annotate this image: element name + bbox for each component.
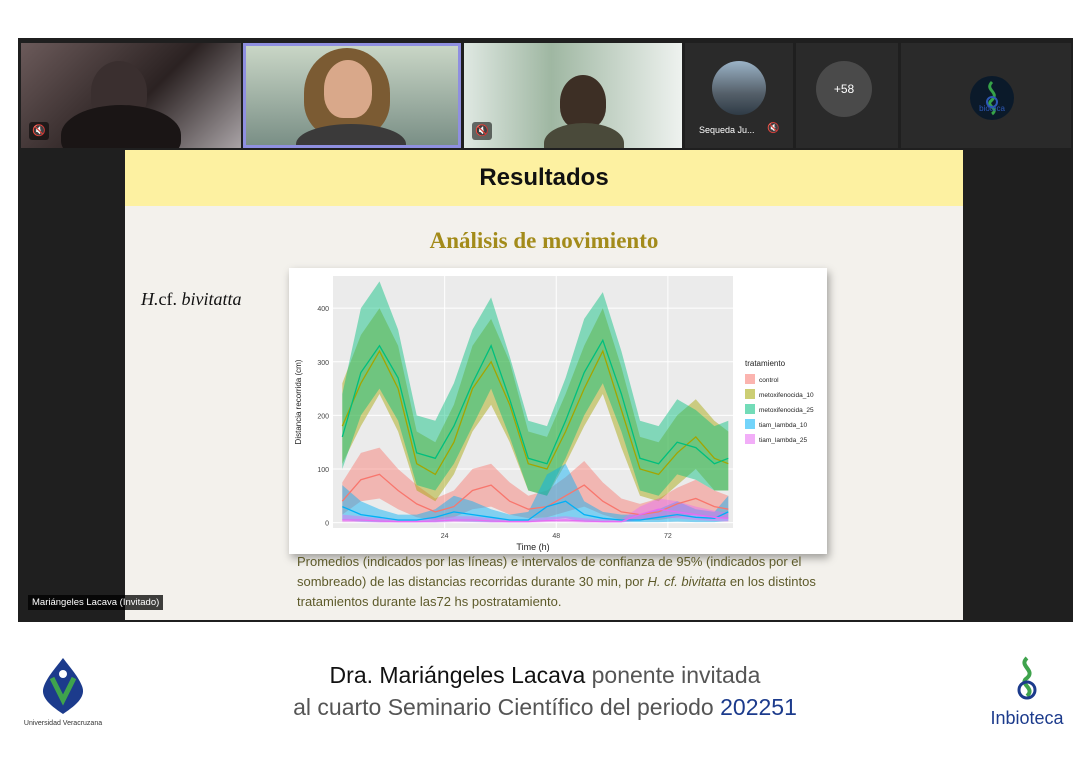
figure-caption [297, 552, 857, 612]
species-name: bivitatta [181, 289, 242, 309]
x-axis-label: Time (h) [516, 542, 550, 552]
inbioteca-logo [982, 656, 1072, 734]
species-label [141, 289, 241, 310]
mic-muted-icon: 🔇 [767, 123, 780, 134]
inbioteca-logo-icon [970, 76, 1014, 120]
footer-credit-line1 [0, 662, 1090, 689]
speaker-name: Mariángeles Lacava [379, 662, 586, 688]
participant-logo-tile[interactable] [901, 43, 1071, 148]
y-tick-label: 100 [317, 467, 329, 475]
video-meeting-window [18, 38, 1073, 622]
seminar-text: al cuarto Seminario Científico del periodo [293, 694, 721, 720]
species-genus: H. [141, 289, 159, 309]
x-tick-label: 48 [552, 533, 561, 540]
legend-label: tiam_lambda_10 [759, 422, 808, 429]
legend-label: tiam_lambda_25 [759, 437, 808, 444]
participant-video-tile[interactable] [464, 43, 682, 148]
movement-chart [289, 268, 827, 554]
y-tick-label: 300 [317, 359, 329, 367]
legend-swatch [745, 419, 755, 429]
caption-text-end: en los distintos tratamientos durante las72 hs postratamiento. [297, 574, 816, 609]
participant-body [296, 124, 406, 148]
inbioteca-logo-text: Inbioteca [990, 708, 1064, 728]
speaker-role: ponente invitada [585, 662, 761, 688]
inbioteca-emblem-icon [982, 656, 1072, 706]
y-axis-label: Distancia recorrida (cm) [294, 359, 303, 445]
participant-name: Sequeda Ju... [699, 125, 755, 135]
caption-species: H. cf. bivitatta [647, 574, 727, 589]
mic-muted-icon: 🔇 [472, 122, 492, 140]
participant-face [324, 60, 372, 118]
legend-swatch [745, 434, 755, 444]
footer-credit-line2 [0, 694, 1090, 721]
species-cf: cf. [158, 289, 182, 309]
more-participants-tile[interactable] [796, 43, 898, 148]
participant-body [544, 123, 624, 148]
legend-swatch [745, 404, 755, 414]
speaker-title: Dra. [329, 662, 380, 688]
participant-silhouette [560, 75, 606, 129]
presenter-name-label: Mariángeles Lacava (Invitado) [28, 595, 163, 610]
y-tick-label: 400 [317, 306, 329, 314]
logo-tile-label: bioteca [979, 104, 1005, 113]
participant-body [61, 105, 181, 148]
slide-title: Resultados [479, 164, 609, 191]
chart-panel [289, 268, 827, 554]
uv-logo-text: Universidad Veracruzana [23, 720, 103, 727]
participant-video-tile[interactable] [21, 43, 241, 148]
y-tick-label: 0 [325, 520, 329, 528]
y-tick-label: 200 [317, 413, 329, 421]
inbioteca-emblem-icon [970, 76, 1014, 120]
shared-slide [125, 150, 963, 620]
x-tick-label: 72 [663, 533, 672, 540]
legend-label: metoxifenocida_25 [759, 407, 814, 414]
participant-avatar-tile[interactable] [685, 43, 793, 148]
legend-label: metoxifenocida_10 [759, 392, 814, 399]
legend-label: control [759, 377, 779, 384]
slide-subtitle: Análisis de movimiento [429, 228, 659, 253]
avatar [712, 61, 766, 115]
x-tick-label: 24 [440, 533, 449, 540]
caption-text: Promedios (indicados por las líneas) e intervalos de confianza de 95% (indicados por el sombreado) de las distancias recorridas durante 30 min, por [297, 554, 802, 589]
legend-swatch [745, 374, 755, 384]
active-speaker-video-tile[interactable] [243, 43, 461, 148]
seminar-period: 202251 [720, 694, 797, 720]
chart-legend [745, 374, 814, 444]
mic-muted-icon: 🔇 [29, 122, 49, 140]
more-participants-count[interactable]: +58 [816, 61, 872, 117]
legend-title: tratamiento [745, 359, 786, 368]
legend-swatch [745, 389, 755, 399]
